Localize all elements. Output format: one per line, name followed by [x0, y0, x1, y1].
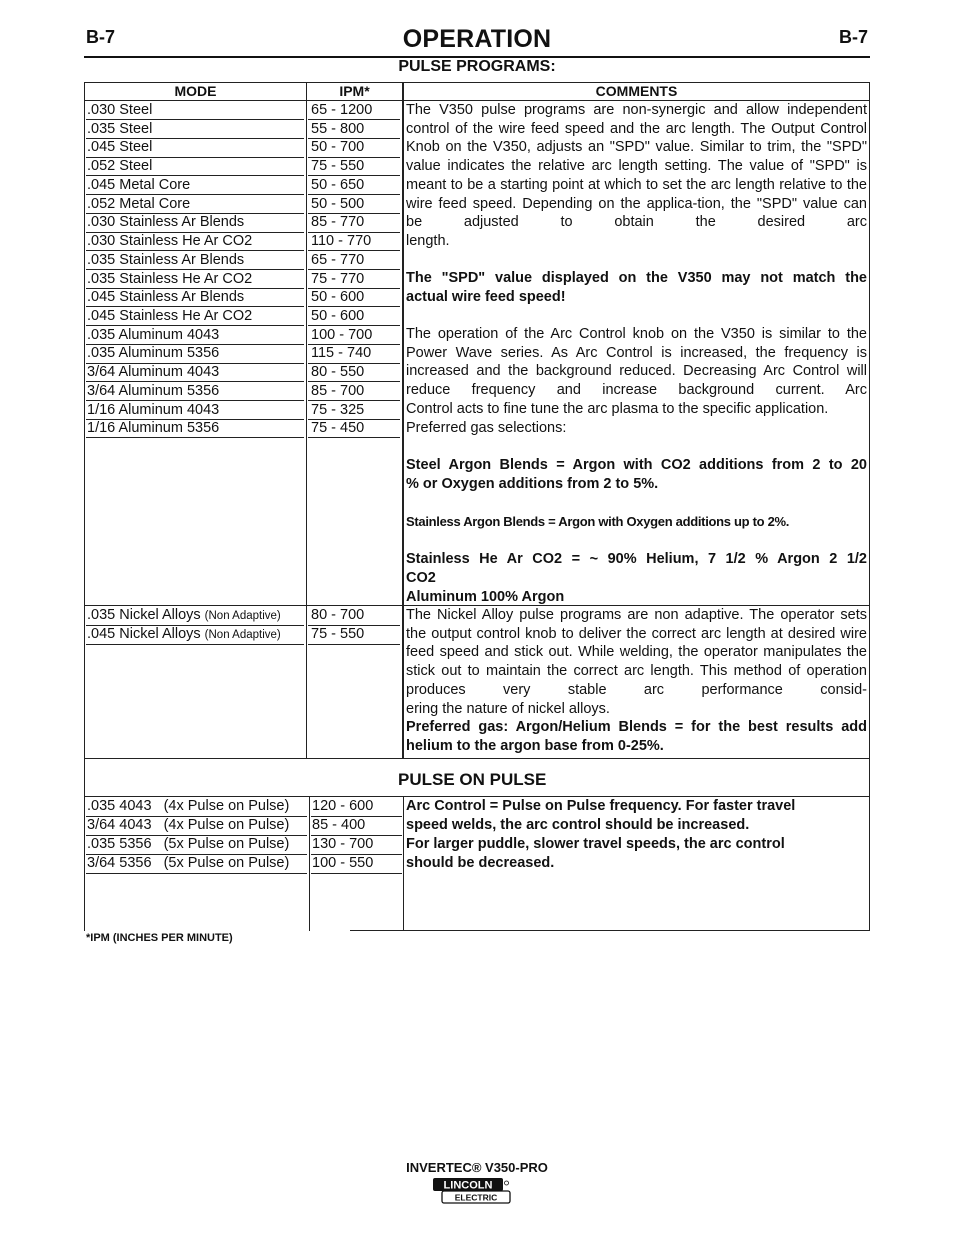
- table-row-ipm: 75 - 550: [311, 626, 365, 642]
- row-divider: [308, 644, 400, 645]
- page-title: OPERATION: [402, 25, 552, 53]
- pop-row-ipm: 120 - 600: [312, 798, 374, 814]
- pop-comment-line: speed welds, the arc control should be increased.: [406, 817, 750, 833]
- comment-warning: The "SPD" value displayed on the V350 may not match the: [406, 270, 867, 286]
- non-adaptive-note: (Non Adaptive): [204, 610, 281, 622]
- table-row-mode: .035 Steel: [87, 120, 153, 137]
- table-row-mode: .035 Aluminum 4043: [87, 326, 220, 343]
- table-row-mode: .035 Aluminum 5356: [87, 345, 220, 362]
- table-row-ipm: 50 - 650: [311, 176, 365, 193]
- row-divider: [86, 644, 304, 645]
- row-divider: [311, 873, 402, 874]
- logo-text-bottom: ELECTRIC: [454, 1192, 498, 1203]
- table-row-mode: .045 Metal Core: [87, 176, 191, 193]
- table-row-ipm: 75 - 325: [311, 401, 365, 418]
- product-name: INVERTEC® V350-PRO: [406, 1160, 548, 1175]
- table-row-ipm: 110 - 770: [311, 233, 372, 249]
- pop-ipm-divider: [309, 796, 310, 931]
- table-row-ipm: 50 - 500: [311, 195, 365, 212]
- page-number-right: B-7: [838, 27, 868, 47]
- table-left-border: [84, 82, 85, 759]
- pop-left-border: [84, 758, 85, 931]
- comment-nickel-gas-end: helium to the argon base from 0-25%.: [406, 738, 664, 754]
- table-bottom-border: [84, 758, 870, 759]
- ipm-column-divider: [306, 82, 307, 759]
- row-divider: [86, 437, 304, 438]
- table-row-ipm: 85 - 700: [311, 382, 365, 399]
- row-divider: [86, 873, 307, 874]
- comment-paragraph-spd-end: length.: [406, 233, 450, 249]
- table-row-ipm: 115 - 740: [311, 345, 372, 362]
- table-row-ipm: 80 - 700: [311, 607, 365, 623]
- comment-aluminum-gas: Aluminum 100% Argon: [406, 589, 565, 605]
- comment-warning-end: actual wire feed speed!: [406, 289, 566, 305]
- header-mode: MODE: [174, 83, 217, 99]
- comment-arc-control-end: Control acts to fine tune the arc plasma to the specific application.: [406, 401, 829, 417]
- table-row-ipm: 50 - 700: [311, 139, 365, 156]
- header-ipm: IPM*: [339, 83, 370, 99]
- non-adaptive-note: (Non Adaptive): [204, 629, 281, 641]
- comment-stainless-he-gas: Stainless He Ar CO2 = ~ 90% Helium, 7 1/2 % Argon 2 1/2: [406, 551, 867, 567]
- pop-row-mode: .035 4043 (4x Pulse on Pulse): [87, 798, 290, 814]
- pop-bottom-border: [403, 930, 870, 931]
- table-row-mode: .035 Stainless Ar Blends: [87, 251, 245, 268]
- table-row-mode: .030 Stainless He Ar CO2: [87, 233, 253, 249]
- table-row-mode: .030 Stainless Ar Blends: [87, 214, 245, 231]
- table-row-ipm: 75 - 770: [311, 270, 365, 287]
- table-row-ipm: 50 - 600: [311, 307, 365, 324]
- pop-right-border: [869, 758, 870, 931]
- table-row-mode: 1/16 Aluminum 5356: [87, 420, 220, 437]
- comment-nickel-gas: Preferred gas: Argon/Helium Blends = for the best results add: [406, 719, 867, 735]
- table-row-ipm: 65 - 770: [311, 251, 365, 268]
- ipm-footnote: *IPM (INCHES PER MINUTE): [86, 932, 233, 944]
- table-row-mode: 3/64 Aluminum 4043: [87, 364, 220, 381]
- table-row-mode: .052 Steel: [87, 158, 153, 175]
- table-row-mode: 3/64 Aluminum 5356: [87, 382, 220, 399]
- section-title: PULSE PROGRAMS:: [398, 58, 556, 75]
- pop-comment-line: For larger puddle, slower travel speeds, the arc control: [406, 836, 785, 852]
- pop-row-ipm: 130 - 700: [312, 836, 374, 852]
- logo-text-top: LINCOLN: [443, 1179, 493, 1192]
- pop-comments-divider: [403, 796, 404, 931]
- table-row-ipm: 100 - 700: [311, 326, 373, 343]
- comments-column-divider: [402, 82, 404, 759]
- pop-row-ipm: 100 - 550: [312, 855, 374, 871]
- table-row-mode: [87, 625, 281, 644]
- header-comments: COMMENTS: [595, 83, 678, 99]
- nickel-mode-text: .035 Nickel Alloys: [87, 607, 201, 623]
- nickel-mode-text: .045 Nickel Alloys: [87, 626, 201, 642]
- pop-comment-line: should be decreased.: [406, 855, 555, 871]
- table-row-mode: [87, 606, 281, 625]
- comment-nickel: The Nickel Alloy pulse programs are non adaptive. The operator sets the output control knob to deliver the correct arc length at desired wire feed speed and stick out. While welding, the operator manipulates the stick out to maintain the correct arc length. This method of operation produces very stable arc performance consid-: [406, 607, 867, 698]
- comment-gas-heading: Preferred gas selections:: [406, 420, 567, 436]
- pop-row-ipm: 85 - 400: [312, 817, 366, 833]
- table-row-mode: .030 Steel: [87, 102, 153, 118]
- lincoln-electric-logo: [432, 1177, 512, 1205]
- table-row-ipm: 85 - 770: [311, 214, 365, 231]
- table-row-ipm: 65 - 1200: [311, 102, 373, 118]
- comment-stainless-he-gas-end: CO2: [406, 570, 436, 586]
- table-row-ipm: 50 - 600: [311, 289, 365, 306]
- pop-row-mode: .035 5356 (5x Pulse on Pulse): [87, 836, 290, 852]
- pop-row-mode: 3/64 5356 (5x Pulse on Pulse): [87, 855, 290, 871]
- table-row-ipm: 80 - 550: [311, 364, 365, 381]
- table-row-mode: .035 Stainless He Ar CO2: [87, 270, 253, 287]
- row-divider: [308, 437, 400, 438]
- comment-nickel-end: ering the nature of nickel alloys.: [406, 701, 610, 717]
- table-row-mode: .052 Metal Core: [87, 195, 191, 212]
- comment-steel-gas-end: % or Oxygen additions from 2 to 5%.: [406, 476, 659, 492]
- pop-row-mode: 3/64 4043 (4x Pulse on Pulse): [87, 817, 290, 833]
- table-row-mode: .045 Steel: [87, 139, 153, 156]
- table-row-mode: .045 Stainless Ar Blends: [87, 289, 245, 306]
- pulse-on-pulse-title: PULSE ON PULSE: [398, 770, 547, 789]
- pop-comment-line: Arc Control = Pulse on Pulse frequency. For faster travel: [406, 798, 796, 814]
- table-row-ipm: 75 - 550: [311, 158, 365, 175]
- comment-paragraph-spd: The V350 pulse programs are non-synergic and allow independent control of the wire feed speed and the arc length. The Output Control Knob on the V350, adjusts an "SPD" value. Similar to trim, the "SPD" value indicates the relative arc length setting. The value of "SPD" is meant to be a starting point at which to set the arc length relative to the wire feed speed. Depending on the applica-tion, the "SPD" value can be adjusted to obtain the desired arc: [406, 102, 867, 231]
- table-row-mode: 1/16 Aluminum 4043: [87, 401, 220, 418]
- pop-bottom-stub: [350, 930, 403, 931]
- comment-stainless-gas: Stainless Argon Blends = Argon with Oxygen additions up to 2%.: [406, 514, 790, 529]
- comment-arc-control: The operation of the Arc Control knob on the V350 is similar to the Power Wave series. As Arc Control is increased, the frequency is increased and the background reduced. Decreasing Arc Control will reduce frequency and increase background current. Arc: [406, 326, 867, 399]
- table-row-ipm: 55 - 800: [311, 120, 365, 137]
- table-right-border: [869, 82, 870, 759]
- comment-steel-gas: Steel Argon Blends = Argon with CO2 additions from 2 to 20: [406, 457, 867, 473]
- page-number-left: B-7: [86, 27, 116, 47]
- table-row-ipm: 75 - 450: [311, 420, 365, 437]
- table-row-mode: .045 Stainless He Ar CO2: [87, 307, 253, 324]
